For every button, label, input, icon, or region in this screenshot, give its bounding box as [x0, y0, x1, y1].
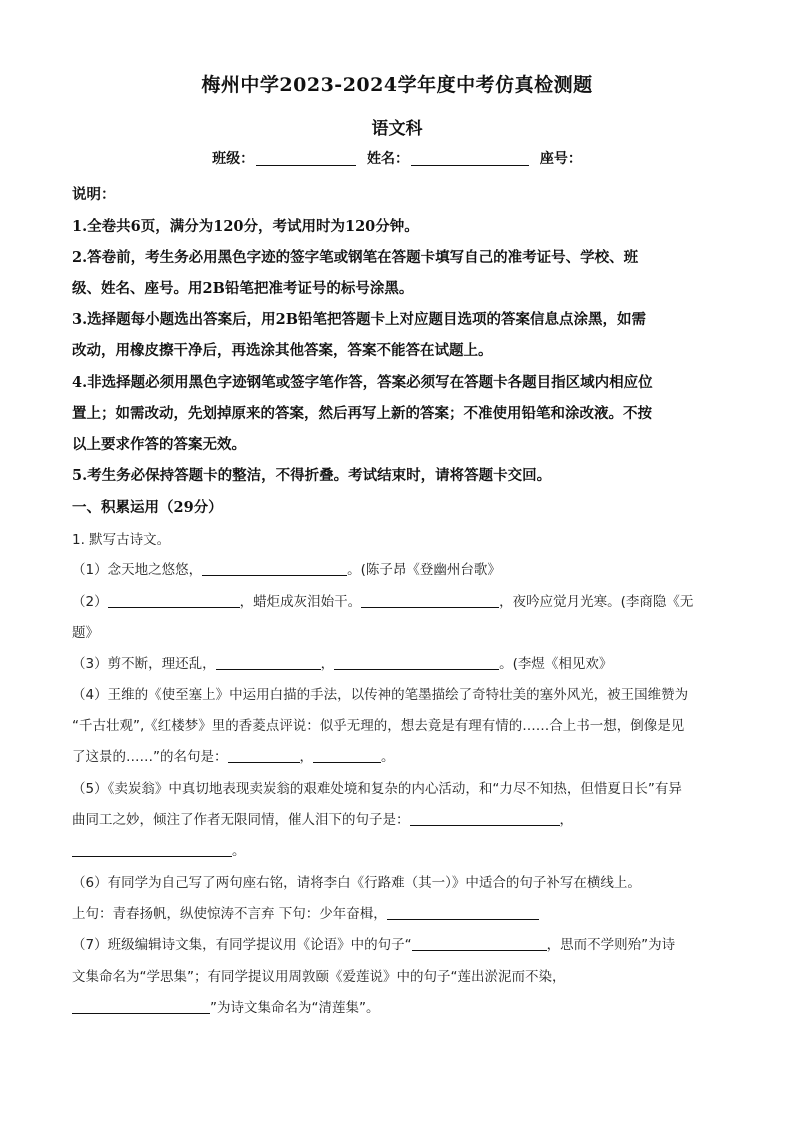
answer-blank[interactable] [313, 749, 381, 763]
instruction-line: 1.全卷共6页，满分为120分，考试用时为120分钟。 [72, 218, 419, 235]
answer-blank[interactable] [412, 937, 547, 951]
answer-blank[interactable] [108, 594, 240, 608]
answer-blank[interactable] [387, 906, 539, 920]
question-1-item-5: （5）《卖炭翁》中真切地表现卖炭翁的艰难处境和复杂的内心活动，和“力尽不知热，但惜夏日长”有异 [72, 781, 682, 797]
question-1-item-7-cont: 文集命名为“学思集”；有同学提议用周敦颐《爱莲说》中的句子“莲出淤泥而不染， [72, 969, 566, 985]
answer-blank[interactable] [334, 656, 499, 670]
question-1-item-6: （6）有同学为自己写了两句座右铭，请将李白《行路难（其一）》中适合的句子补写在横线上。 [72, 875, 641, 891]
instruction-line: 级、姓名、座号。用2B铅笔把准考证号的标号涂黑。 [72, 280, 414, 297]
class-field[interactable] [256, 151, 356, 166]
question-1-item-5-cont: 曲同工之妙，倾注了作者无限同情，催人泪下的句子是： ， [72, 812, 573, 828]
answer-blank[interactable] [72, 1000, 210, 1014]
question-1-item-2-cont: 题》 [72, 625, 99, 641]
section-heading: 一、积累运用（29分） [72, 499, 223, 516]
answer-blank[interactable] [361, 594, 499, 608]
question-1-item-4: （4）王维的《使至塞上》中运用白描的手法，以传神的笔墨描绘了奇特壮美的塞外风光，被王国维赞为 [72, 687, 689, 703]
instruction-line: 以上要求作答的答案无效。 [72, 436, 246, 453]
name-label: 姓名： [367, 151, 409, 167]
question-1-item-4-cont: “千古壮观”,《红楼梦》里的香菱点评说：似乎无理的，想去竟是有理有情的……合上书一想，倒像是见 [72, 718, 685, 734]
instruction-line: 3.选择题每小题选出答案后，用2B铅笔把答题卡上对应题目选项的答案信息点涂黑，如需 [72, 311, 646, 328]
student-info-line [0, 148, 794, 168]
answer-blank[interactable] [216, 656, 321, 670]
answer-blank[interactable] [202, 562, 347, 576]
instruction-line: 置上；如需改动，先划掉原来的答案，然后再写上新的答案；不准使用铅笔和涂改液。不按 [72, 405, 652, 422]
seat-label: 座号： [539, 151, 582, 167]
exam-title: 梅州中学2023-2024学年度中考仿真检测题 [201, 74, 593, 96]
instruction-line: 2.答卷前，考生务必用黑色字迹的签字笔或钢笔在答题卡填写自己的准考证号、学校、班 [72, 249, 639, 266]
answer-blank[interactable] [72, 843, 232, 857]
subject-title: 语文科 [371, 119, 423, 139]
question-1-item-1: （1）念天地之悠悠， 。(陈子昂《登幽州台歌》 [72, 562, 501, 578]
question-1-item-3: （3）剪不断，理还乱， ， 。(李煜《相见欢》 [72, 656, 613, 672]
question-1-item-5-answer: 。 [72, 839, 732, 859]
question-1-item-6-answer: 上句：青春扬帆，纵使惊涛不言弃 下句：少年奋楫， [72, 902, 732, 922]
name-field[interactable] [411, 151, 529, 166]
answer-blank[interactable] [228, 749, 300, 763]
instruction-line: 5.考生务必保持答题卡的整洁，不得折叠。考试结束时，请将答题卡交回。 [72, 467, 552, 484]
question-1-item-7-answer: ”为诗文集命名为“清莲集”。 [72, 996, 732, 1016]
answer-blank[interactable] [410, 812, 560, 826]
instruction-line: 改动，用橡皮擦干净后，再选涂其他答案，答案不能答在试题上。 [72, 342, 493, 359]
question-1-item-2: （2） ，蜡炬成灰泪始干。 ，夜吟应觉月光寒。(李商隐《无 [72, 594, 694, 610]
class-label: 班级： [212, 151, 255, 167]
question-1-item-4-answer: 了这景的……”的名句是： ， 。 [72, 749, 395, 765]
instruction-line: 4.非选择题必须用黑色字迹钢笔或签字笔作答，答案必须写在答题卡各题目指区域内相应位 [72, 374, 653, 391]
instructions-heading: 说明： [72, 186, 116, 203]
question-1-title: 1. 默写古诗文。 [72, 532, 171, 548]
question-1-item-7: （7）班级编辑诗文集，有同学提议用《论语》中的句子“ ，思而不学则殆”为诗 [72, 937, 676, 953]
